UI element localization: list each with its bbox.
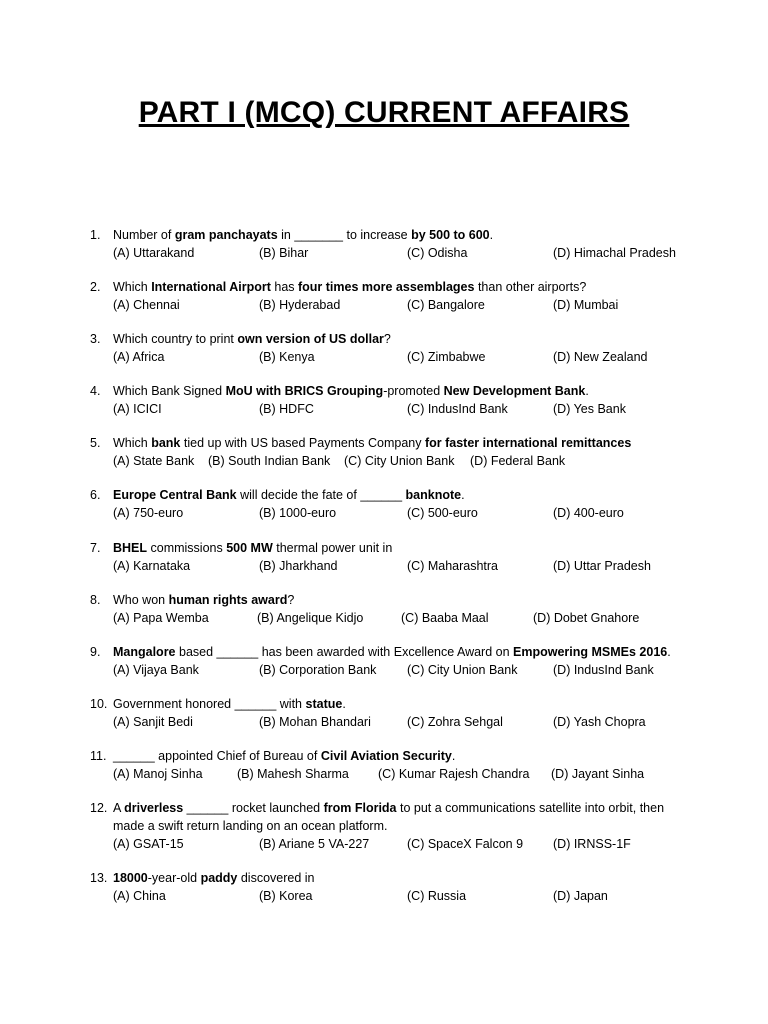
question-text: 18000-year-old paddy discovered in — [113, 871, 315, 885]
answer-option: (A) State Bank — [113, 454, 195, 468]
answer-option: (A) Manoj Sinha — [113, 767, 203, 781]
answer-option: (A) China — [113, 889, 166, 903]
answer-option: (C) Zohra Sehgal — [407, 715, 503, 729]
question-number: 6. — [90, 488, 101, 502]
answer-option: (B) Mahesh Sharma — [237, 767, 349, 781]
answer-option: (B) Ariane 5 VA-227 — [259, 837, 370, 851]
question-number: 13. — [90, 871, 108, 885]
answer-option: (A) Sanjit Bedi — [113, 715, 193, 729]
answer-option: (C) Russia — [407, 889, 467, 903]
answer-option: (D) Dobet Gnahore — [533, 611, 640, 625]
question-item — [90, 278, 690, 314]
answer-option: (C) Baaba Maal — [401, 611, 489, 625]
question-item — [90, 486, 690, 522]
question-item — [90, 591, 690, 627]
answer-option: (C) City Union Bank — [344, 454, 455, 468]
answer-option: (B) HDFC — [259, 402, 314, 416]
answer-option: (A) Chennai — [113, 298, 180, 312]
question-item — [90, 539, 690, 575]
answer-option: (A) Karnataka — [113, 559, 191, 573]
answer-option: (B) Mohan Bhandari — [259, 715, 371, 729]
option-row — [113, 765, 690, 783]
answer-option: (D) IRNSS-1F — [553, 837, 631, 851]
question-number: 3. — [90, 332, 101, 346]
question-number: 5. — [90, 436, 101, 450]
answer-option: (D) Yes Bank — [553, 402, 626, 416]
option-row — [113, 713, 690, 731]
question-item — [90, 643, 690, 679]
question-text: Number of gram panchayats in _______ to increase by 500 to 600. — [113, 228, 494, 242]
answer-option: (B) Angelique Kidjo — [257, 611, 364, 625]
answer-option: (B) Bihar — [259, 246, 309, 260]
answer-option: (A) Vijaya Bank — [113, 663, 199, 677]
answer-option: (B) Korea — [259, 889, 313, 903]
answer-option: (B) 1000-euro — [259, 506, 337, 520]
answer-option: (C) Zimbabwe — [407, 350, 486, 364]
question-text: Which bank tied up with US based Payments Company for faster international remittances — [113, 436, 632, 450]
answer-option: (A) ICICI — [113, 402, 162, 416]
question-text: Which International Airport has four times more assemblages than other airports? — [113, 280, 587, 294]
question-number: 4. — [90, 384, 101, 398]
answer-option: (B) Corporation Bank — [259, 663, 377, 677]
answer-option: (D) Japan — [553, 889, 608, 903]
answer-option: (C) SpaceX Falcon 9 — [407, 837, 524, 851]
question-item — [90, 330, 690, 366]
answer-option: (D) Himachal Pradesh — [553, 246, 676, 260]
answer-option: (C) City Union Bank — [407, 663, 518, 677]
answer-option: (D) 400-euro — [553, 506, 624, 520]
question-text: Who won human rights award? — [113, 593, 295, 607]
answer-option: (A) Uttarakand — [113, 246, 195, 260]
question-number: 2. — [90, 280, 101, 294]
answer-option: (C) Bangalore — [407, 298, 485, 312]
option-row — [113, 557, 690, 575]
answer-option: (A) GSAT-15 — [113, 837, 184, 851]
answer-option: (D) Uttar Pradesh — [553, 559, 651, 573]
page-title: PART I (MCQ) CURRENT AFFAIRS — [138, 96, 630, 129]
question-item — [90, 747, 690, 783]
question-text: Mangalore based ______ has been awarded with Excellence Award on Empowering MSMEs 2016. — [113, 645, 671, 659]
question-item — [90, 695, 690, 731]
question-text: ______ appointed Chief of Bureau of Civil Aviation Security. — [113, 749, 456, 763]
answer-option: (C) IndusInd Bank — [407, 402, 508, 416]
question-text: A driverless ______ rocket launched from Florida to put a communications satellite into orbit, then made a swift return landing on an ocean platform. — [113, 801, 665, 833]
option-row — [113, 504, 690, 522]
answer-option: (B) South Indian Bank — [208, 454, 331, 468]
option-row — [113, 452, 690, 470]
question-number: 7. — [90, 541, 101, 555]
option-row — [113, 835, 690, 853]
question-text: Which Bank Signed MoU with BRICS Grouping-promoted New Development Bank. — [113, 384, 589, 398]
answer-option: (A) Africa — [113, 350, 165, 364]
option-row — [113, 609, 690, 627]
answer-option: (D) Yash Chopra — [553, 715, 646, 729]
answer-option: (B) Jharkhand — [259, 559, 338, 573]
answer-option: (D) Mumbai — [553, 298, 619, 312]
question-number: 12. — [90, 801, 108, 815]
question-text: Which country to print own version of US dollar? — [113, 332, 391, 346]
option-row — [113, 348, 690, 366]
question-item — [90, 226, 690, 262]
question-number: 11. — [90, 749, 107, 763]
answer-option: (C) Kumar Rajesh Chandra — [378, 767, 530, 781]
option-row — [113, 887, 690, 905]
answer-option: (C) Odisha — [407, 246, 468, 260]
question-item — [90, 434, 690, 470]
answer-option: (D) Jayant Sinha — [551, 767, 645, 781]
answer-option: (D) Federal Bank — [470, 454, 566, 468]
answer-option: (A) Papa Wemba — [113, 611, 209, 625]
question-item — [90, 382, 690, 418]
question-text: Europe Central Bank will decide the fate of ______ banknote. — [113, 488, 465, 502]
question-item — [90, 799, 690, 853]
answer-option: (B) Hyderabad — [259, 298, 341, 312]
question-item — [90, 869, 690, 905]
answer-option: (C) Maharashtra — [407, 559, 498, 573]
question-number: 1. — [90, 228, 101, 242]
answer-option: (D) IndusInd Bank — [553, 663, 654, 677]
answer-option: (D) New Zealand — [553, 350, 648, 364]
question-text: BHEL commissions 500 MW thermal power unit in — [113, 541, 393, 555]
option-row — [113, 661, 690, 679]
option-row — [113, 400, 690, 418]
answer-option: (B) Kenya — [259, 350, 315, 364]
option-row — [113, 296, 690, 314]
question-number: 10. — [90, 697, 108, 711]
answer-option: (A) 750-euro — [113, 506, 184, 520]
option-row — [113, 244, 690, 262]
answer-option: (C) 500-euro — [407, 506, 478, 520]
question-number: 9. — [90, 645, 101, 659]
question-text: Government honored ______ with statue. — [113, 697, 346, 711]
question-number: 8. — [90, 593, 101, 607]
